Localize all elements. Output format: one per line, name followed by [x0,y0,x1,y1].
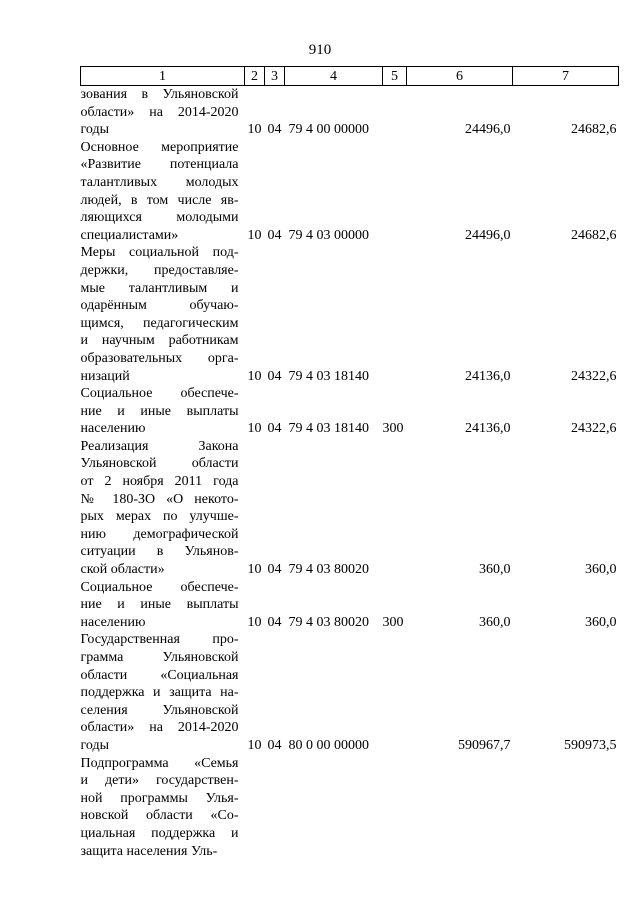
description-line: от 2 ноября 2011 года [80,474,239,490]
table-row [81,631,619,754]
description-line: защита населения Уль- [80,843,218,859]
subsection-code: 04 [267,227,282,243]
amount-col7: 24322,6 [571,368,617,384]
subsection-code: 04 [267,737,282,753]
description-line: населению [80,614,146,630]
section-code: 10 [247,614,262,630]
section-code [245,755,265,861]
target-article-code: 79 4 03 80020 [288,614,369,630]
target-article-code: 79 4 03 18140 [288,368,369,384]
description-line: Социальное обеспече- [80,386,239,402]
description-line: образовательных орга- [80,350,239,366]
subsection-code [265,755,285,861]
amount-col6: 360,0 [479,562,511,578]
subsection-code: 04 [267,122,282,138]
section-code: 10 [247,227,262,243]
description-line: ной программы Улья- [80,790,239,806]
col-header-3: 3 [265,67,285,86]
description-line: Основное мероприятие [80,139,239,155]
section-code: 10 [247,122,262,138]
col-header-1: 1 [81,67,245,86]
table-row [81,755,619,861]
row-description [81,631,245,754]
description-line: Меры социальной под- [80,245,239,261]
target-article-code: 79 4 00 00000 [288,122,369,138]
amount-col6: 24136,0 [465,368,511,384]
section-code: 10 [247,562,262,578]
target-article-code [285,755,383,861]
row-description [81,139,245,245]
description-line: области «Социальная [80,667,239,683]
amount-col7: 360,0 [585,562,617,578]
amount-col6: 590967,7 [458,737,511,753]
amount-col7 [513,755,619,861]
description-line: годы [80,737,110,753]
description-line: ляющихся молодыми [80,210,239,226]
section-code: 10 [247,737,262,753]
description-line: ситуации в Ульянов- [80,544,239,560]
description-line: годы [80,122,110,138]
col-header-5: 5 [383,67,407,86]
row-description [81,579,245,632]
amount-col7: 360,0 [585,614,617,630]
row-description [81,438,245,579]
amount-col7: 24322,6 [571,421,617,437]
expense-type-code: 300 [382,421,404,437]
target-article-code: 79 4 03 00000 [288,227,369,243]
description-line: держки, предоставляе- [80,262,239,278]
description-line: и научным работникам [80,333,239,349]
expense-type-code [383,139,407,245]
description-line: и дети» государствен- [80,773,239,789]
amount-col6: 24136,0 [465,421,511,437]
expense-type-code [383,631,407,754]
description-line: поддержка и защита на- [80,685,239,701]
amount-col6: 360,0 [479,614,511,630]
table-row [81,579,619,632]
description-line: «Развитие потенциала [80,157,239,173]
col-header-2: 2 [245,67,265,86]
expense-type-code [383,86,407,139]
budget-table [80,66,619,860]
target-article-code: 80 0 00 00000 [288,737,369,753]
table-row [81,438,619,579]
table-row [81,139,619,245]
amount-col6 [407,755,513,861]
description-line: специалистами» [80,227,179,243]
description-line: ние и иные выплаты [80,597,239,613]
subsection-code: 04 [267,562,282,578]
row-description [81,755,245,861]
description-line: зования в Ульяновской [80,87,239,102]
section-code: 10 [247,368,262,384]
amount-col7: 590973,5 [564,737,617,753]
amount-col7: 24682,6 [571,227,617,243]
row-description [81,244,245,385]
target-article-code: 79 4 03 80020 [288,562,369,578]
expense-type-code [383,244,407,385]
table-row [81,244,619,385]
description-line: щимся, педагогическим [80,315,239,331]
description-line: одарённым обучаю- [80,298,239,314]
col-header-7: 7 [513,67,619,86]
expense-type-code [383,755,407,861]
description-line: новской области «Со- [80,808,239,824]
description-line: Ульяновской области [80,456,239,472]
description-line: талантливых молодых [80,174,239,190]
row-description [81,86,245,139]
description-line: Социальное обеспече- [80,579,239,595]
description-line: области» на 2014-2020 [80,104,239,120]
subsection-code: 04 [267,368,282,384]
description-line: ской области» [80,562,165,578]
description-line: людей, в том числе яв- [80,192,239,208]
description-line: ние и иные выплаты [80,403,239,419]
page-number: 910 [308,42,332,58]
expense-type-code [383,438,407,579]
target-article-code: 79 4 03 18140 [288,421,369,437]
amount-col6: 24496,0 [465,227,511,243]
expense-type-code: 300 [382,614,404,630]
amount-col7: 24682,6 [571,122,617,138]
description-line: рых мерах по улучше- [80,509,239,525]
description-line: Реализация Закона [80,438,239,454]
description-line: селения Ульяновской [80,702,239,718]
col-header-4: 4 [285,67,383,86]
section-code: 10 [247,421,262,437]
description-line: мые талантливым и [80,280,239,296]
description-line: населению [80,421,146,437]
row-description [81,385,245,438]
description-line: циальная поддержка и [80,825,239,841]
description-line: нию демографической [80,526,239,542]
header-row [81,67,619,86]
table-row [81,385,619,438]
description-line: № 180-ЗО «О некото- [80,491,239,507]
description-line: грамма Ульяновской [80,650,239,665]
amount-col6: 24496,0 [465,122,511,138]
description-line: Подпрограмма «Семья [80,755,239,771]
table-row [81,86,619,139]
col-header-6: 6 [407,67,513,86]
subsection-code: 04 [267,614,282,630]
subsection-code: 04 [267,421,282,437]
description-line: Государственная про- [80,632,239,648]
description-line: низаций [80,368,130,384]
description-line: области» на 2014-2020 [80,720,239,736]
